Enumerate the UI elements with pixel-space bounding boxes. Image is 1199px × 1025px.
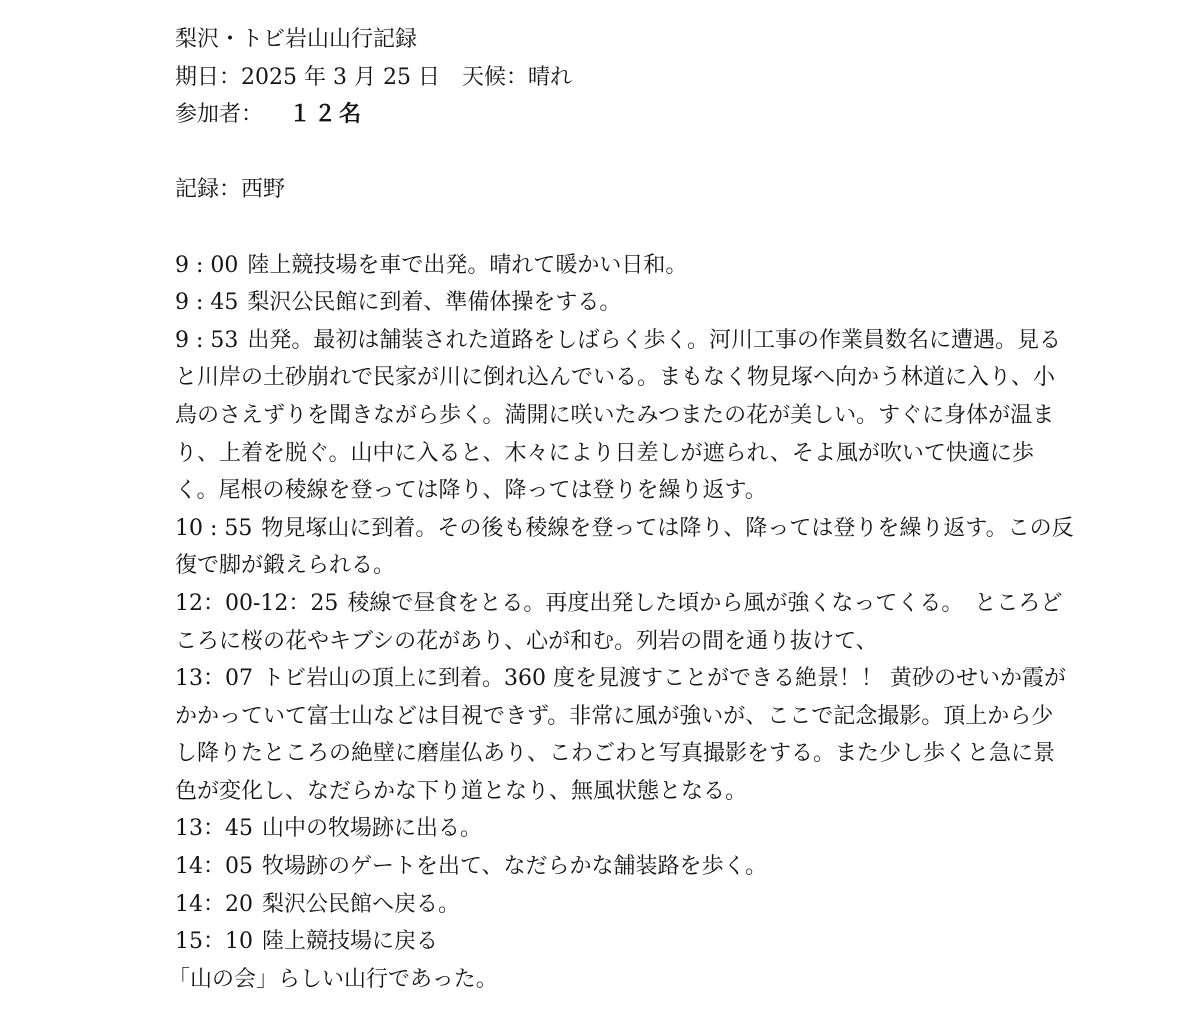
date-value: 2025 年 3 月 25 日 [241,64,440,90]
entry-time: 9 : 00 [175,252,239,278]
entry-time: 9 : 53 [175,327,239,353]
log-line [175,247,1074,285]
log-line [175,810,1074,848]
log-entry [175,322,1074,510]
entry-text-line: 復で脚が鍛えられる。 [175,553,396,579]
log-line [175,585,1074,623]
participants-count: １２名 [289,101,365,128]
entry-time: 12：00-12：25 [175,590,339,616]
recorder-name: 西野 [241,177,286,203]
entry-text-line: り、上着を脱ぐ。山中に入ると、木々により日差しが遮られ、そよ風が吹いて快適に歩 [175,440,1034,466]
log-entry [175,810,1074,848]
document-title: 梨沢・トビ岩山山行記録 [175,27,418,52]
entry-text: 陸上競技場を車で出発。晴れて暖かい日和。 [247,252,688,278]
log-entry [175,660,1074,810]
entry-text-line: かかっていて富士山などは目視できず。非常に風が強いが、ここで記念撮影。頂上から少 [175,703,1054,729]
entry-text: 出発。最初は舗装された道路をしばらく歩く。河川工事の作業員数名に遭遇。見る [247,327,1061,353]
entry-text-line: く。尾根の稜線を登っては降り、降っては登りを繰り返す。 [175,478,767,504]
closing-remark: 「山の会」らしい山行であった。 [168,966,498,992]
document-content [168,21,1074,998]
log-line [175,322,1074,360]
entry-time: 14：05 [175,854,253,880]
log-entry [175,923,1074,961]
entry-text: 陸上競技場に戻る [262,929,439,955]
activity-log [175,247,1074,961]
log-entry [175,848,1074,886]
participants-label: 参加者： [175,102,264,128]
entry-text: 牧場跡のゲートを出て、なだらかな舗装路を歩く。 [262,854,768,880]
weather-value: 晴れ [528,64,573,90]
log-line [175,848,1074,886]
entry-text-line: し降りたところの絶壁に磨崖仏あり、こわごわと写真撮影をする。また少し歩くと急に景 [175,741,1056,767]
entry-text: 山中の牧場跡に出る。 [262,816,483,842]
log-line [175,886,1074,924]
date-weather-row [175,59,1074,97]
date-label: 期日： [175,64,242,90]
log-line [175,923,1074,961]
entry-text-line: と川岸の土砂崩れで民家が川に倒れ込んでいる。まもなく物見塚へ向かう林道に入り、小 [175,365,1056,391]
entry-text: 梨沢公民館に到着、準備体操をする。 [247,290,622,316]
entry-time: 14：20 [175,891,253,917]
log-entry [175,585,1074,660]
entry-time: 15：10 [175,929,253,955]
log-entry [175,510,1074,585]
entry-text-line: 色が変化し、なだらかな下り道となり、無風状態となる。 [175,778,748,804]
log-line [175,510,1074,548]
entry-time: 13：07 [175,666,253,692]
weather [462,59,572,97]
entry-text: 梨沢公民館へ戻る。 [262,891,461,917]
weather-label: 天候： [462,64,529,90]
participants-row [175,96,1074,134]
entry-time: 9 : 45 [175,290,239,316]
log-entry [175,284,1074,322]
entry-time: 13：45 [175,816,253,842]
recorder-row [175,171,1074,209]
entry-text-line: 鳥のさえずりを聞きながら歩く。満開に咲いたみつまたの花が美しい。すぐに身体が温ま [175,402,1055,428]
entry-text-line: ころに桜の花やキブシの花があり、心が和む。列岩の間を通り抜けて、 [175,628,878,654]
log-line [175,284,1074,322]
log-entry [175,247,1074,285]
entry-time: 10 : 55 [175,515,253,541]
log-entry [175,886,1074,924]
log-line [175,660,1074,698]
spacer [175,134,1074,172]
spacer [175,209,1074,247]
recorder-label: 記録： [175,177,242,203]
entry-text: 稜線で昼食をとる。再度出発した頃から風が強くなってくる。 ところど [347,590,1063,616]
entry-text: トビ岩山の頂上に到着。360 度を見渡すことができる絶景！！ 黄砂のせいか霞が [262,666,1066,692]
entry-text: 物見塚山に到着。その後も稜線を登っては降り、降っては登りを繰り返す。この反 [261,515,1074,541]
